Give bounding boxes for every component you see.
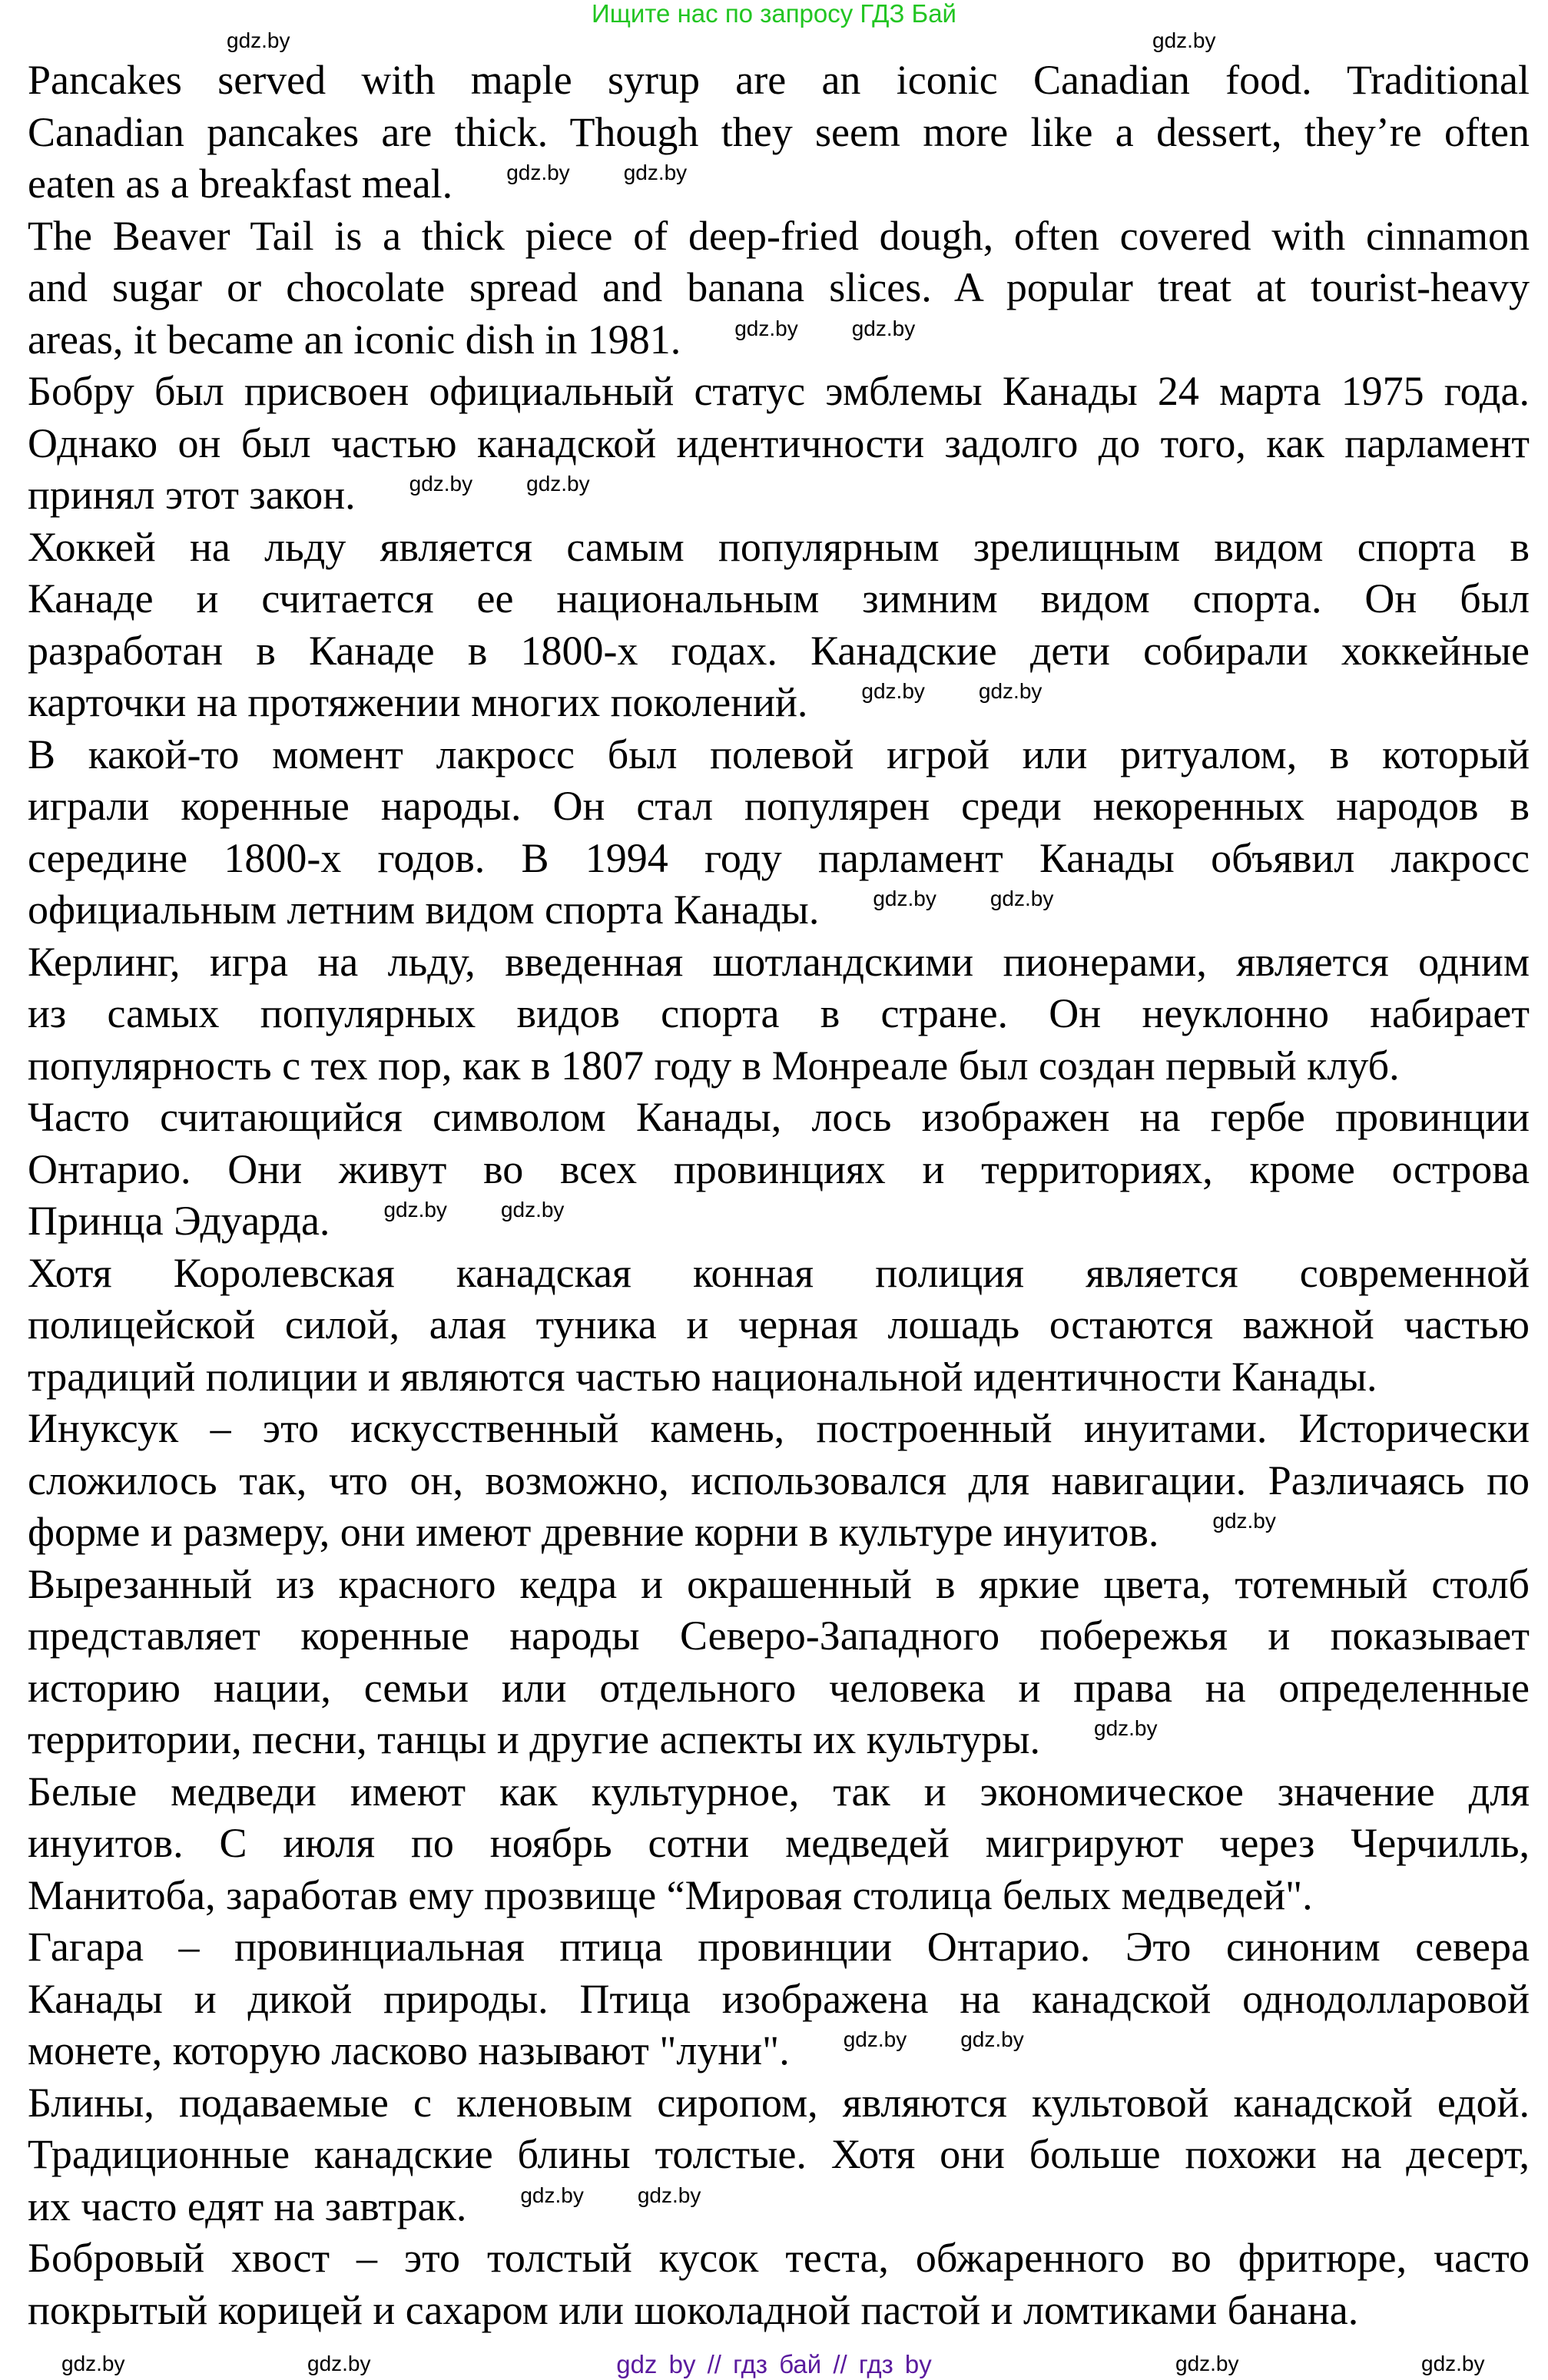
text-line: Однако он был частью канадской идентичности задолго до того, как парламент [28, 419, 1530, 466]
text-line: Традиционные канадские блины толстые. Хотя они больше похожи на десерт, [28, 2131, 1530, 2177]
last-line [28, 158, 1530, 210]
text-line: Принца Эдуарда. [28, 1198, 330, 1244]
text-line: Манитоба, заработав ему прозвище “Мировая столица белых медведей". [28, 1871, 1313, 1918]
text-line: полицейской силой, алая туника и черная лошадь остаются важной частью [28, 1301, 1530, 1347]
watermark-text: gdz.by [873, 887, 936, 910]
paragraph [28, 55, 1530, 210]
watermark-text: gdz.by [61, 2352, 125, 2375]
watermark-text: gdz.by [1094, 1716, 1158, 1740]
last-line [28, 677, 1530, 729]
text-line: принял этот закон. [28, 472, 356, 518]
paragraph [28, 936, 1530, 1092]
text-line: форме и размеру, они имеют древние корни в культуре инуитов. [28, 1509, 1159, 1555]
watermark-text: gdz.by [1212, 1509, 1276, 1533]
text-line: играли коренные народы. Он стал популярен среди некоренных народов в [28, 783, 1530, 829]
watermark-text: gdz.by [637, 2183, 701, 2207]
paragraph [28, 2232, 1530, 2336]
text-line: Хоккей на льду является самым популярным зрелищным видом спорта в [28, 523, 1530, 570]
watermark-text: gdz.by [383, 1198, 447, 1221]
watermark-text: gdz.by [861, 679, 925, 703]
footer-banner: gdz by // гдз бай // гдз by [616, 2350, 932, 2378]
text-line: Pancakes served with maple syrup are an iconic Canadian food. Traditional [28, 57, 1530, 103]
watermark-text: gdz.by [1152, 28, 1216, 52]
text-line: из самых популярных видов спорта в стране. Он неуклонно набирает [28, 990, 1530, 1036]
text-line: Канады и дикой природы. Птица изображена на канадской однодолларовой [28, 1975, 1530, 2022]
last-line [28, 1714, 1530, 1766]
last-line [28, 884, 1530, 936]
text-line: Вырезанный из красного кедра и окрашенный в яркие цвета, тотемный столб [28, 1560, 1530, 1607]
text-line: территории, песни, танцы и другие аспекты их культуры. [28, 1716, 1040, 1762]
text-line: карточки на протяжении многих поколений. [28, 679, 808, 725]
paragraph [28, 522, 1530, 729]
paragraph [28, 729, 1530, 936]
watermark-text: gdz.by [978, 679, 1042, 703]
watermark-text: gdz.by [623, 161, 688, 184]
paragraph [28, 1921, 1530, 2077]
paragraph [28, 210, 1530, 366]
text-line: Белые медведи имеют как культурное, так и экономическое значение для [28, 1768, 1530, 1815]
text-line: Керлинг, игра на льду, введенная шотландскими пионерами, является одним [28, 938, 1530, 985]
text-line: покрытый корицей и сахаром или шоколадной пастой и ломтиками банана. [28, 2286, 1359, 2333]
text-line: eaten as a breakfast meal. [28, 161, 453, 207]
header-banner: Ищите нас по запросу ГДЗ Бай [592, 0, 956, 28]
text-line: инуитов. С июля по ноябрь сотни медведей мигрируют через Черчилль, [28, 1820, 1530, 1866]
last-line [28, 1040, 1530, 1092]
last-line [28, 2181, 1530, 2233]
paragraph [28, 1766, 1530, 1922]
watermark-text: gdz.by [307, 2352, 371, 2375]
text-line: Хотя Королевская канадская конная полиция является современной [28, 1249, 1530, 1296]
text-line: Часто считающийся символом Канады, лось изображен на гербе провинции [28, 1094, 1530, 1140]
text-line: популярность с тех пор, как в 1807 году в Монреале был создан первый клуб. [28, 1042, 1400, 1089]
last-line [28, 1870, 1530, 1922]
watermark-text: gdz.by [1175, 2352, 1239, 2375]
last-line [28, 1351, 1530, 1404]
watermark-text: gdz.by [960, 2027, 1024, 2051]
paragraph [28, 1559, 1530, 1766]
last-line [28, 314, 1530, 366]
text-line: Бобру был присвоен официальный статус эмблемы Канады 24 марта 1975 года. [28, 368, 1530, 414]
text-line: монете, которую ласково называют "луни". [28, 2027, 790, 2073]
watermark-text: gdz.by [1421, 2352, 1485, 2375]
text-line: их часто едят на завтрак. [28, 2183, 467, 2229]
text-line: сложилось так, что он, возможно, использовался для навигации. Различаясь по [28, 1457, 1530, 1503]
text-line: Онтарио. Они живут во всех провинциях и территориях, кроме острова [28, 1145, 1530, 1192]
text-line: историю нации, семьи или отдельного человека и права на определенные [28, 1664, 1530, 1711]
watermark-text: gdz.by [520, 2183, 584, 2207]
last-line [28, 2285, 1530, 2337]
text-line: Инуксук – это искусственный камень, построенный инуитами. Исторически [28, 1405, 1530, 1451]
watermark-text: gdz.by [227, 28, 290, 52]
watermark-text: gdz.by [526, 472, 590, 496]
text-line: The Beaver Tail is a thick piece of deep-fried dough, often covered with cinnamon [28, 212, 1530, 259]
watermark-text: gdz.by [409, 472, 473, 496]
text-line: разработан в Канаде в 1800-х годах. Канадские дети собирали хоккейные [28, 627, 1530, 674]
text-line: areas, it became an iconic dish in 1981. [28, 316, 681, 363]
text-line: and sugar or chocolate spread and banana slices. A popular treat at tourist-heavy [28, 264, 1530, 310]
last-line [28, 1195, 1530, 1248]
text-line: Бобровый хвост – это толстый кусок теста, обжаренного во фритюре, часто [28, 2235, 1530, 2281]
text-line: В какой-то момент лакросс был полевой игрой или ритуалом, в который [28, 731, 1530, 777]
watermark-text: gdz.by [734, 316, 798, 340]
text-line: официальным летним видом спорта Канады. [28, 887, 820, 933]
paragraph [28, 2077, 1530, 2233]
paragraph [28, 366, 1530, 522]
text-line: представляет коренные народы Северо-Западного побережья и показывает [28, 1613, 1530, 1659]
paragraph [28, 1403, 1530, 1559]
watermark-text: gdz.by [851, 316, 916, 340]
text-line: Гагара – провинциальная птица провинции Онтарио. Это синоним севера [28, 1924, 1530, 1970]
text-line: середине 1800-х годов. В 1994 году парламент Канады объявил лакросс [28, 834, 1530, 881]
paragraph [28, 1092, 1530, 1248]
text-line: традиций полиции и являются частью национальной идентичности Канады. [28, 1353, 1377, 1400]
document-body [28, 55, 1530, 2336]
last-line [28, 469, 1530, 522]
text-line: Канаде и считается ее национальным зимним видом спорта. Он был [28, 575, 1530, 622]
text-line: Блины, подаваемые с кленовым сиропом, являются культовой канадской едой. [28, 2079, 1530, 2126]
watermark-text: gdz.by [500, 1198, 565, 1221]
last-line [28, 2025, 1530, 2077]
text-line: Canadian pancakes are thick. Though they seem more like a dessert, they’re often [28, 108, 1530, 155]
last-line [28, 1507, 1530, 1559]
watermark-text: gdz.by [506, 161, 570, 184]
paragraph [28, 1248, 1530, 1404]
watermark-text: gdz.by [843, 2027, 907, 2051]
watermark-text: gdz.by [989, 887, 1054, 910]
